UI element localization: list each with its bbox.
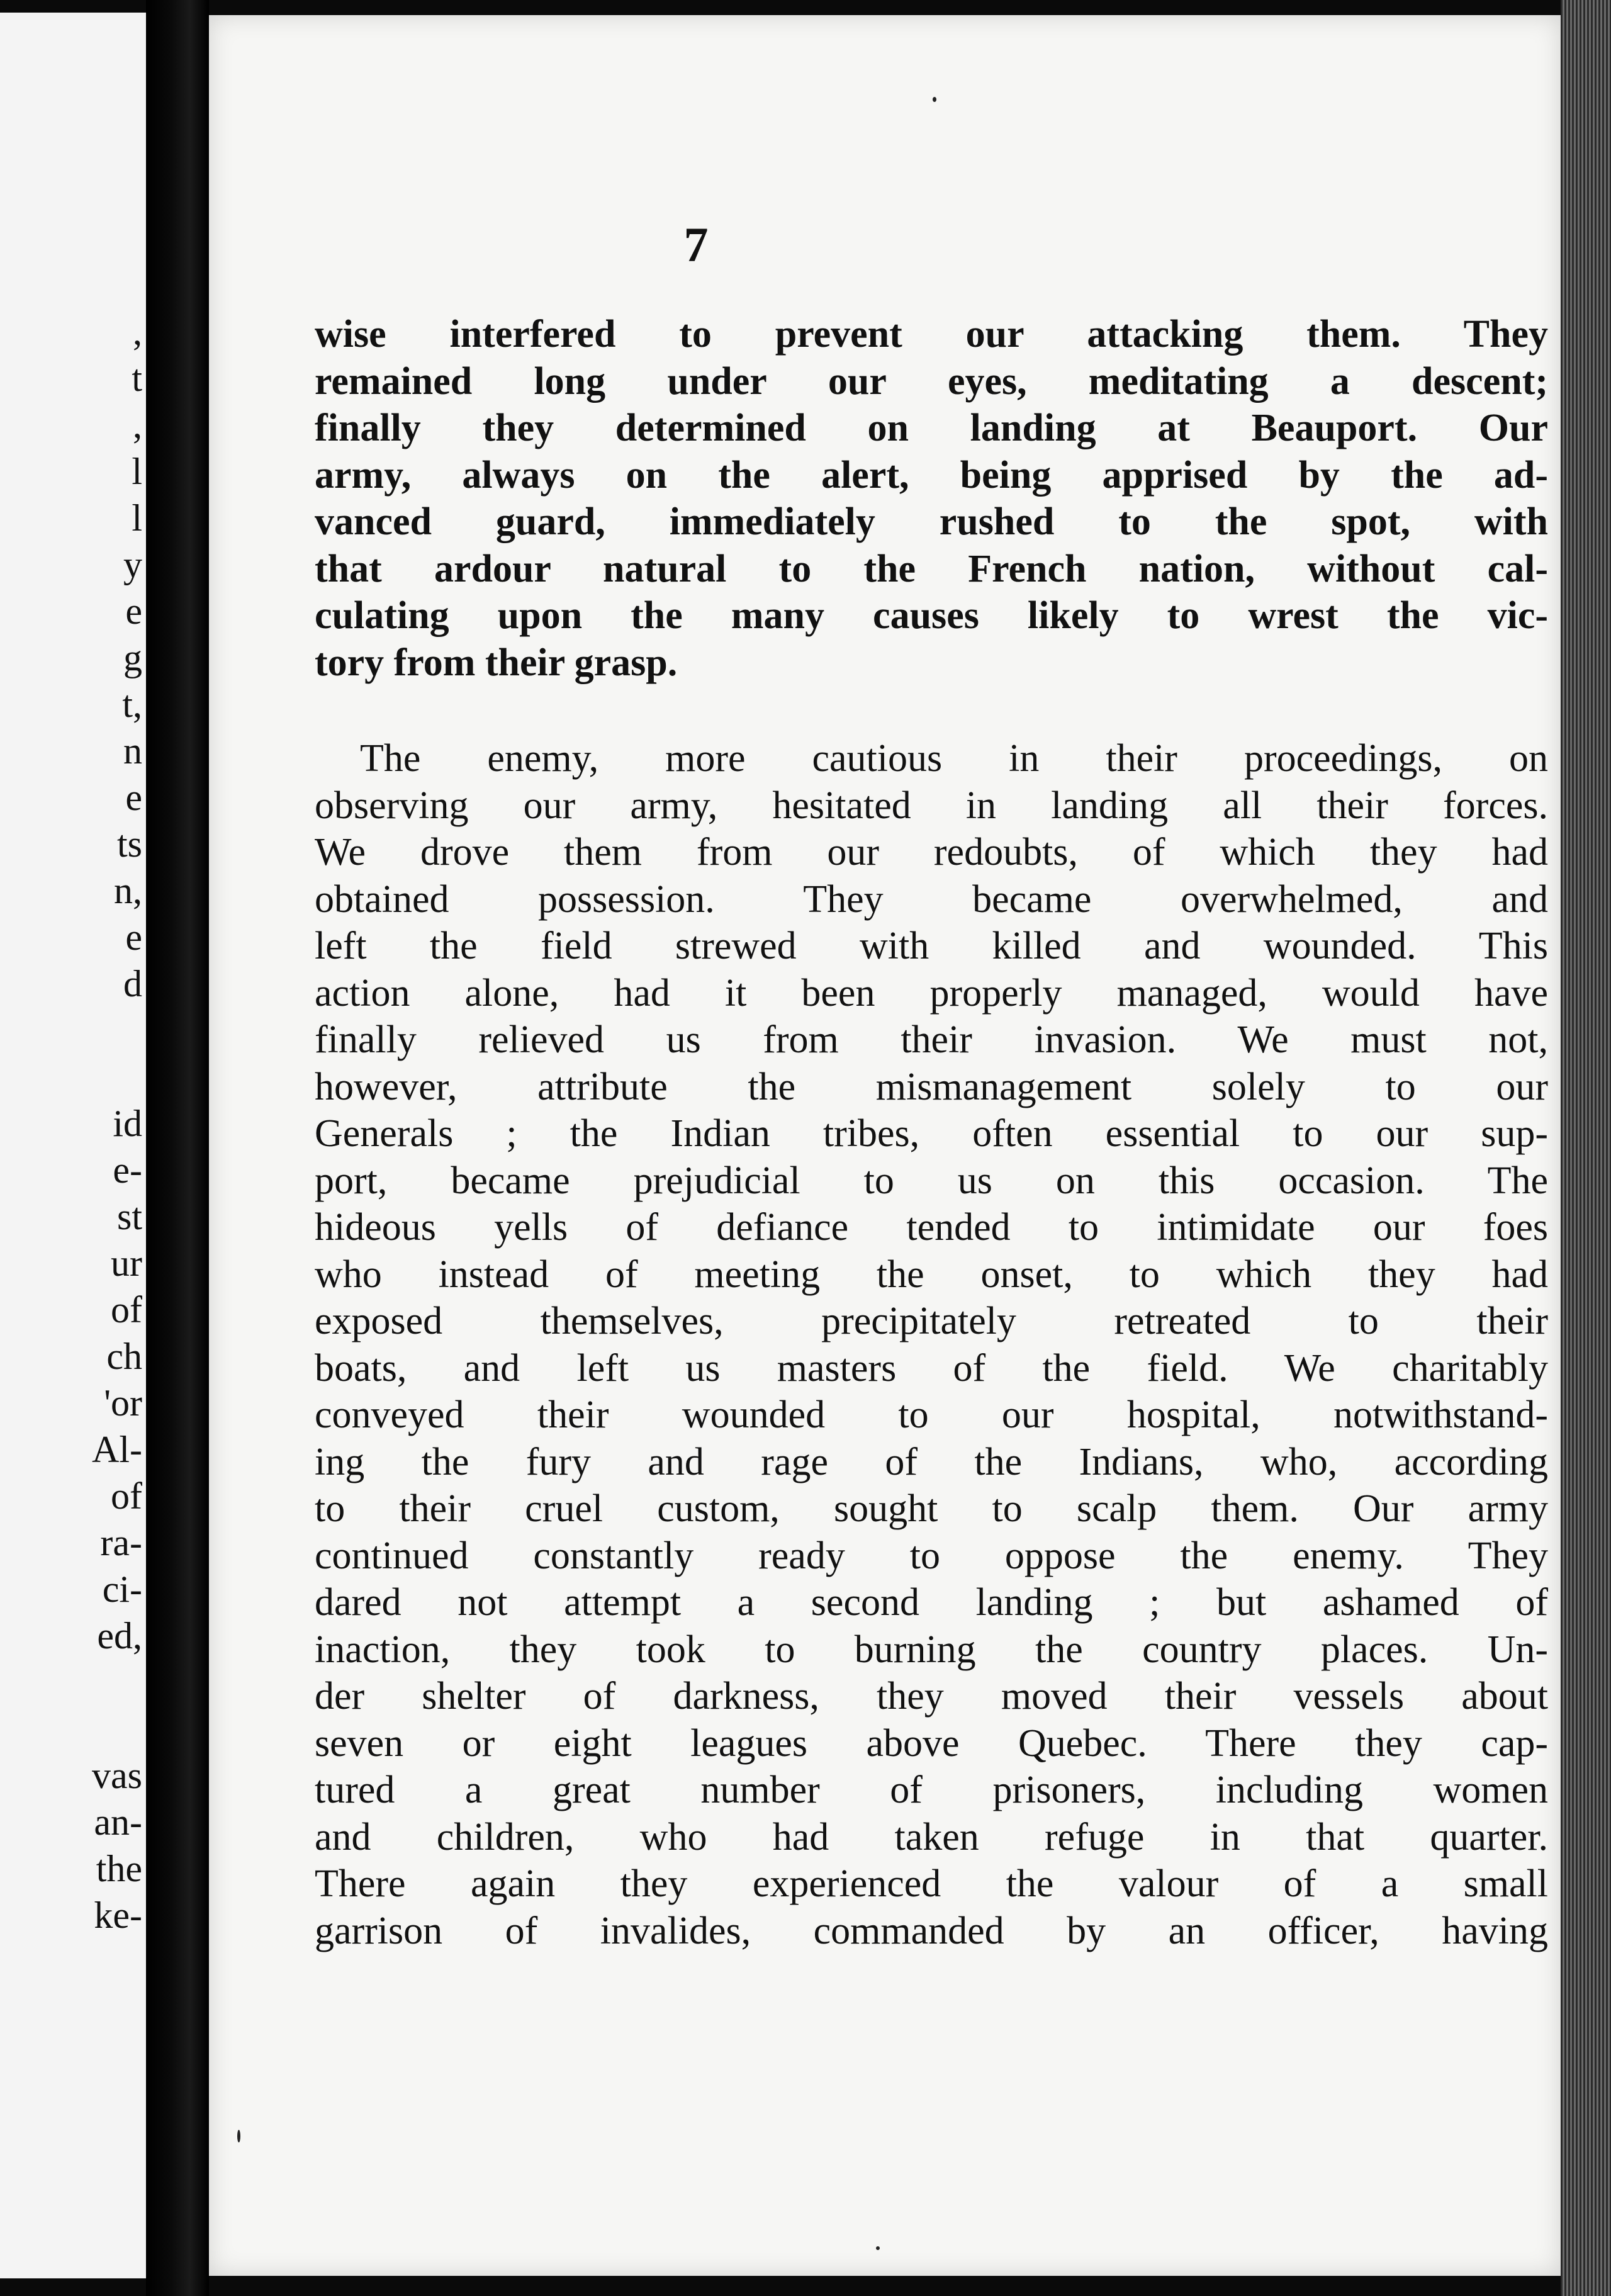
fragment-text: ,	[133, 404, 142, 446]
text-line: exposed themselves, precipitately retreated to their	[315, 1300, 1548, 1342]
book-gutter	[146, 0, 209, 2296]
fragment-text: ,	[133, 311, 142, 352]
text-line: action alone, had it been properly managed, would have	[315, 971, 1548, 1015]
previous-page-edge	[0, 13, 146, 2278]
fragment-text: ch	[106, 1336, 142, 1377]
text-line: tured a great number of prisoners, including women	[315, 1769, 1548, 1811]
text-line: boats, and left us masters of the field. We charitably	[315, 1346, 1548, 1390]
text-line: to their cruel custom, sought to scalp them. Our army	[315, 1487, 1548, 1530]
fragment-text: ke-	[94, 1894, 142, 1936]
fragment-text: st	[116, 1196, 142, 1237]
fragment-text: an-	[94, 1801, 142, 1843]
text-line: seven or eight leagues above Quebec. There they cap-	[315, 1721, 1548, 1765]
text-line: Generals ; the Indian tribes, often essential to our sup-	[315, 1112, 1548, 1155]
stacked-page-edges	[1561, 0, 1611, 2296]
fragment-text: d	[123, 963, 142, 1004]
text-line: and children, who had taken refuge in that quarter.	[315, 1815, 1548, 1859]
text-line: left the field strewed with killed and wounded. This	[315, 925, 1548, 967]
text-line: ing the fury and rage of the Indians, who, according	[315, 1440, 1548, 1483]
text-line: remained long under our eyes, meditating a descent;	[315, 359, 1548, 403]
text-line: continued constantly ready to oppose the enemy. They	[315, 1534, 1548, 1577]
fragment-text	[42, 1706, 142, 1752]
fragment-text: the	[96, 1848, 142, 1889]
text-line: who instead of meeting the onset, to which they had	[315, 1252, 1548, 1296]
fragment-text: e-	[113, 1149, 142, 1191]
text-line: garrison of invalides, commanded by an officer, having	[315, 1909, 1548, 1952]
text-line: wise interfered to prevent our attacking them. They	[315, 313, 1548, 356]
fragment-text: ed,	[97, 1615, 142, 1657]
paragraph-1	[315, 311, 1548, 686]
text-line: tory from their grasp.	[315, 641, 678, 684]
fragment-text: of	[111, 1289, 142, 1331]
paragraph-2	[315, 735, 1548, 1954]
scan-speck	[933, 97, 936, 102]
fragment-text: ra-	[100, 1522, 142, 1563]
text-line: finally they determined on landing at Beauport. Our	[315, 407, 1548, 449]
fragment-text: vas	[92, 1755, 142, 1796]
page-body-text	[315, 311, 1548, 1954]
text-line: vanced guard, immediately rushed to the spot, with	[315, 500, 1548, 543]
fragment-text: y	[123, 544, 142, 585]
fragment-text	[42, 1054, 142, 1100]
text-line: inaction, they took to burning the country places. Un-	[315, 1628, 1548, 1671]
fragment-text: id	[113, 1103, 142, 1144]
text-line: We drove them from our redoubts, of which they had	[315, 831, 1548, 874]
fragment-text: e	[125, 916, 142, 958]
scan-speck	[876, 2246, 880, 2250]
fragment-text: n,	[114, 870, 142, 911]
fragment-text: t,	[122, 684, 142, 725]
scan-speck	[237, 2130, 240, 2142]
text-line: dared not attempt a second landing ; but ashamed of	[315, 1581, 1548, 1624]
previous-page-text-fragments	[42, 308, 142, 1939]
fragment-text: ur	[111, 1242, 142, 1284]
fragment-text: t	[132, 357, 142, 399]
text-line: culating upon the many causes likely to wrest the vic-	[315, 594, 1548, 637]
page-number: 7	[683, 217, 709, 272]
text-line: conveyed their wounded to our hospital, notwithstand-	[315, 1393, 1548, 1436]
fragment-text: l	[132, 497, 142, 539]
fragment-text: g	[123, 637, 142, 678]
fragment-text: n	[123, 730, 142, 772]
fragment-text: l	[132, 451, 142, 492]
text-line: that ardour natural to the French nation, without cal-	[315, 547, 1548, 590]
fragment-text: Al-	[92, 1429, 142, 1470]
paragraph-spacer	[315, 686, 1548, 735]
text-line: There again they experienced the valour of a small	[315, 1862, 1548, 1905]
text-line: obtained possession. They became overwhelmed, and	[315, 877, 1548, 921]
text-line: port, became prejudicial to us on this occasion. The	[315, 1159, 1548, 1202]
text-line: however, attribute the mismanagement solely to our	[315, 1065, 1548, 1108]
text-line: der shelter of darkness, they moved their vessels about	[315, 1675, 1548, 1718]
fragment-text: ts	[116, 823, 142, 865]
fragment-text: ci-	[102, 1568, 142, 1610]
text-line: finally relieved us from their invasion. We must not,	[315, 1018, 1548, 1061]
fragment-text: 'or	[104, 1382, 142, 1424]
text-line: army, always on the alert, being apprised by the ad-	[315, 453, 1548, 497]
fragment-text	[42, 1659, 142, 1706]
fragment-text	[42, 1007, 142, 1054]
fragment-text: e	[125, 777, 142, 818]
fragment-text: of	[111, 1475, 142, 1517]
text-line: observing our army, hesitated in landing all their forces.	[315, 784, 1548, 827]
fragment-text: e	[125, 590, 142, 632]
text-line: hideous yells of defiance tended to intimidate our foes	[315, 1206, 1548, 1249]
book-page	[209, 15, 1561, 2276]
text-line: The enemy, more cautious in their proceedings, on	[360, 737, 1548, 780]
